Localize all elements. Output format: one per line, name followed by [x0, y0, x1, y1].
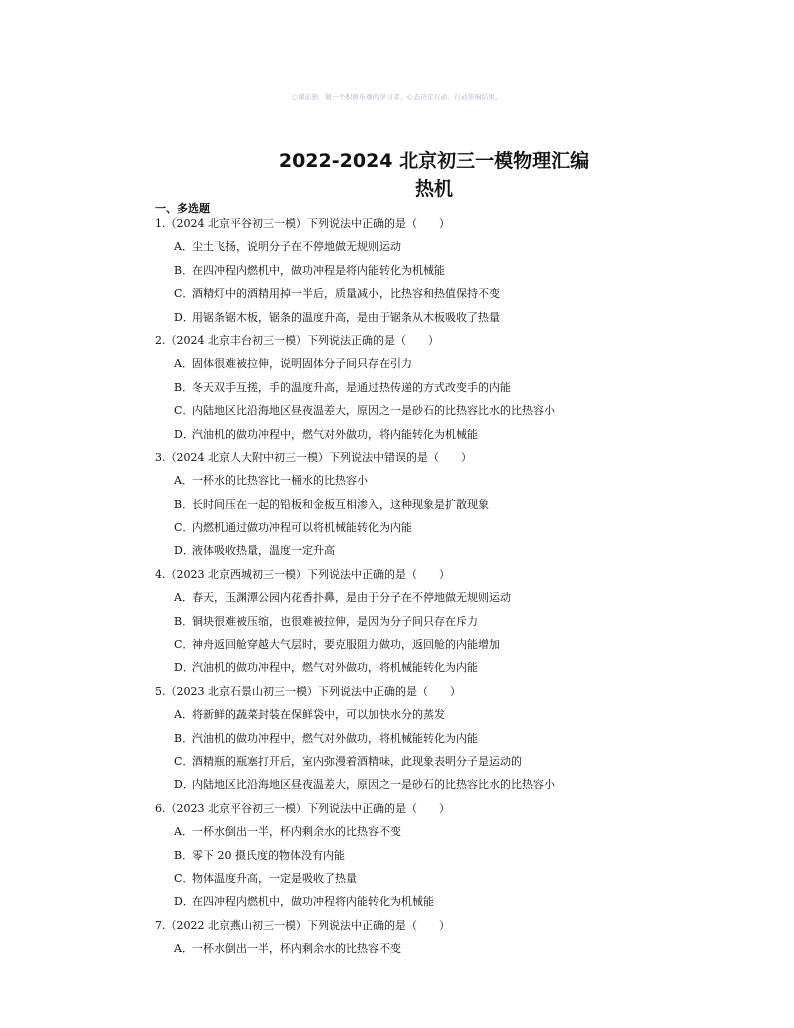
option-text: 汽油机的做功冲程中，燃气对外做功，将机械能转化为内能: [192, 661, 478, 675]
header-watermark: ○课前预：做一个积极乐观的学习者，心态决定行动，行动影响结果。: [292, 93, 502, 101]
option-letter: A．: [174, 474, 193, 488]
option-text: 零下 20 摄氏度的物体没有内能: [192, 848, 345, 862]
option-text: 内陆地区比沿海地区昼夜温差大，原因之一是砂石的比热容比水的比热容小: [192, 404, 555, 418]
option-letter: C．: [174, 404, 194, 418]
question-list: [0, 212, 794, 961]
option-letter: B．: [174, 848, 194, 862]
answer-option: [0, 493, 794, 516]
answer-option: [0, 516, 794, 539]
answer-option: [0, 306, 794, 329]
answer-option: [0, 352, 794, 375]
option-letter: C．: [174, 287, 194, 301]
section-heading: 一、多选题: [155, 202, 210, 215]
option-text: 在四冲程内燃机中，做功冲程将内能转化为机械能: [192, 895, 434, 909]
option-text: 一杯水倒出一半，杯内剩余水的比热容不变: [192, 825, 401, 839]
answer-option: [0, 633, 794, 656]
answer-option: [0, 610, 794, 633]
option-text: 长时间压在一起的铅板和金板互相渗入，这种现象是扩散现象: [192, 497, 489, 511]
answer-option: [0, 423, 794, 446]
question-stem: 4.（2023 北京西城初三一模）下列说法中正确的是（ ）: [155, 567, 450, 581]
option-letter: A．: [174, 708, 193, 722]
answer-option: [0, 539, 794, 562]
option-letter: B．: [174, 731, 194, 745]
answer-option: [0, 750, 794, 773]
answer-option: [0, 703, 794, 726]
option-text: 汽油机的做功冲程中，燃气对外做功，将机械能转化为内能: [192, 731, 478, 745]
option-text: 液体吸收热量，温度一定升高: [192, 544, 335, 558]
question-stem: 5.（2023 北京石景山初三一模）下列说法中正确的是（ ）: [155, 684, 461, 698]
question-1: [0, 212, 794, 329]
option-text: 铜块很难被压缩，也很难被拉伸，是因为分子间只存在斥力: [192, 614, 478, 628]
answer-option: [0, 844, 794, 867]
option-text: 将新鲜的蔬菜封装在保鲜袋中，可以加快水分的蒸发: [192, 708, 445, 722]
answer-option: [0, 937, 794, 960]
option-letter: C．: [174, 521, 194, 535]
answer-option: [0, 376, 794, 399]
option-letter: C．: [174, 871, 194, 885]
document-subtitle: 热机: [414, 178, 453, 200]
option-text: 酒精灯中的酒精用掉一半后，质量减小，比热容和热值保持不变: [192, 287, 500, 301]
question-stem: 2.（2024 北京丰台初三一模）下列说法正确的是（ ）: [155, 333, 439, 347]
option-text: 神舟返回舱穿越大气层时，要克服阻力做功，返回舱的内能增加: [192, 638, 500, 652]
question-6: [0, 797, 794, 914]
option-letter: D．: [174, 310, 194, 324]
question-stem: 3.（2024 北京人大附中初三一模）下列说法中错误的是（ ）: [155, 450, 472, 464]
question-7: [0, 914, 794, 961]
option-letter: B．: [174, 380, 194, 394]
option-letter: A．: [174, 942, 193, 956]
option-letter: D．: [174, 778, 194, 792]
option-letter: C．: [174, 638, 194, 652]
question-stem: 7.（2022 北京燕山初三一模）下列说法中正确的是（ ）: [155, 918, 450, 932]
question-4: [0, 563, 794, 680]
option-letter: B．: [174, 614, 194, 628]
question-2: [0, 329, 794, 446]
option-letter: C．: [174, 754, 194, 768]
question-stem: 6.（2023 北京平谷初三一模）下列说法中正确的是（ ）: [155, 801, 450, 815]
option-letter: A．: [174, 357, 193, 371]
option-text: 汽油机的做功冲程中，燃气对外做功，将内能转化为机械能: [192, 427, 478, 441]
answer-option: [0, 235, 794, 258]
answer-option: [0, 469, 794, 492]
option-text: 内陆地区比沿海地区昼夜温差大，原因之一是砂石的比热容比水的比热容小: [192, 778, 555, 792]
answer-option: [0, 282, 794, 305]
option-text: 物体温度升高，一定是吸收了热量: [192, 871, 357, 885]
option-text: 在四冲程内燃机中，做功冲程是将内能转化为机械能: [192, 263, 445, 277]
option-text: 尘土飞扬，说明分子在不停地做无规则运动: [192, 240, 401, 254]
answer-option: [0, 586, 794, 609]
answer-option: [0, 820, 794, 843]
option-letter: D．: [174, 427, 194, 441]
answer-option: [0, 727, 794, 750]
option-text: 用锯条锯木板，锯条的温度升高，是由于锯条从木板吸收了热量: [192, 310, 500, 324]
option-text: 一杯水的比热容比一桶水的比热容小: [192, 474, 368, 488]
answer-option: [0, 656, 794, 679]
answer-option: [0, 890, 794, 913]
answer-option: [0, 867, 794, 890]
question-stem: 1.（2024 北京平谷初三一模）下列说法中正确的是（ ）: [155, 217, 450, 230]
option-letter: B．: [174, 497, 194, 511]
question-5: [0, 680, 794, 797]
option-text: 春天，玉渊潭公园内花香扑鼻，是由于分子在不停地做无规则运动: [192, 591, 511, 605]
question-3: [0, 446, 794, 563]
option-text: 内燃机通过做功冲程可以将机械能转化为内能: [192, 521, 412, 535]
option-letter: B．: [174, 263, 194, 277]
answer-option: [0, 399, 794, 422]
option-letter: A．: [174, 240, 193, 254]
option-text: 酒精瓶的瓶塞打开后，室内弥漫着酒精味，此现象表明分子是运动的: [192, 754, 522, 768]
option-letter: A．: [174, 591, 193, 605]
answer-option: [0, 259, 794, 282]
option-text: 冬天双手互搓，手的温度升高，是通过热传递的方式改变手的内能: [192, 380, 511, 394]
option-letter: D．: [174, 895, 194, 909]
option-text: 一杯水倒出一半，杯内剩余水的比热容不变: [192, 942, 401, 956]
answer-option: [0, 773, 794, 796]
option-letter: D．: [174, 661, 194, 675]
option-letter: A．: [174, 825, 193, 839]
option-text: 固体很难被拉伸，说明固体分子间只存在引力: [192, 357, 412, 371]
document-title: 2022-2024 北京初三一模物理汇编: [278, 150, 590, 172]
option-letter: D．: [174, 544, 194, 558]
